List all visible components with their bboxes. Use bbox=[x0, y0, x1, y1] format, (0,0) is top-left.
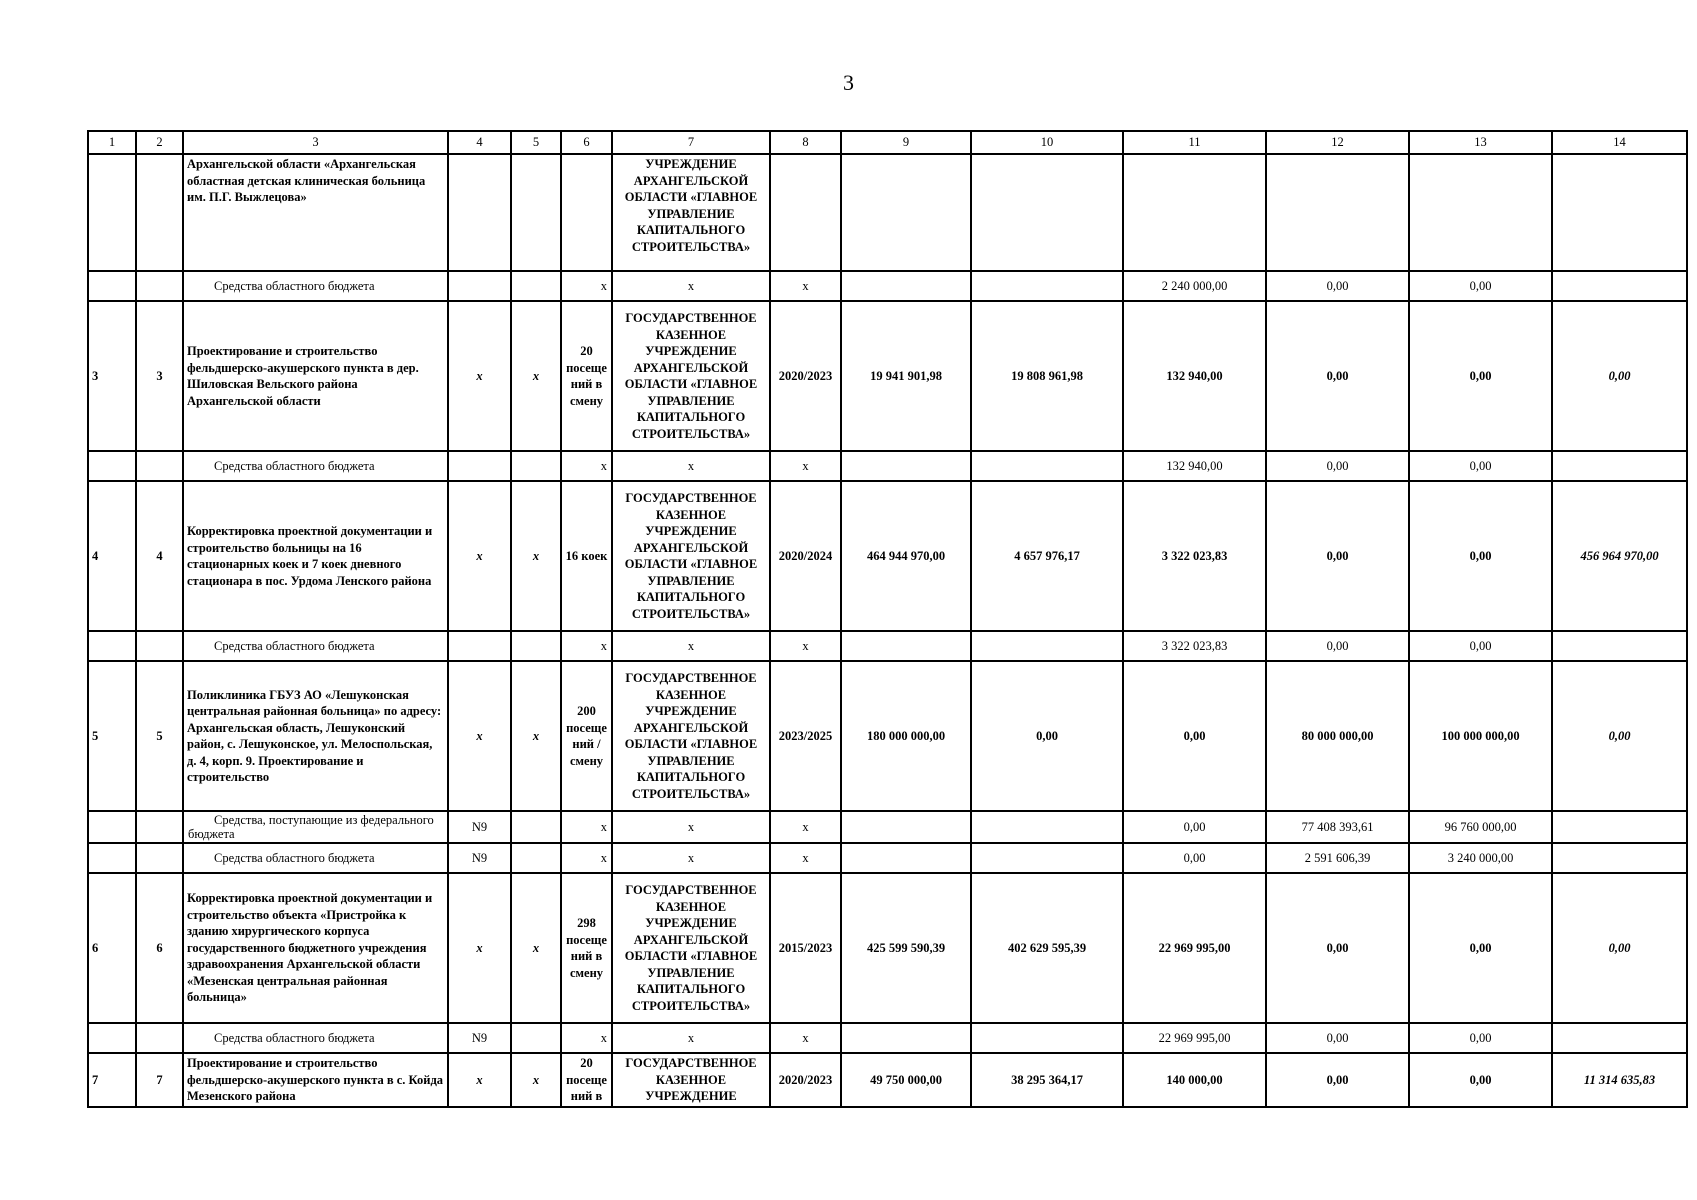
cell-col4: x bbox=[448, 873, 511, 1023]
implementation-period: 2020/2024 bbox=[770, 481, 841, 631]
col-header: 4 bbox=[448, 131, 511, 154]
amount-year-3: 0,00 bbox=[1409, 1053, 1552, 1107]
source-amount-year-1: 3 322 023,83 bbox=[1123, 631, 1266, 661]
funding-source-row: Средства областного бюджета x x x 2 240 000,00 0,00 0,00 bbox=[88, 271, 1687, 301]
source-amount-year-3: 0,00 bbox=[1409, 631, 1552, 661]
customer: ГОСУДАРСТВЕННОЕ КАЗЕННОЕ УЧРЕЖДЕНИЕ АРХАНГЕЛЬСКОЙ ОБЛАСТИ «ГЛАВНОЕ УПРАВЛЕНИЕ КАПИТАЛЬНОГО СТРОИТЕЛЬСТВА» bbox=[612, 481, 770, 631]
customer: ГОСУДАРСТВЕННОЕ КАЗЕННОЕ УЧРЕЖДЕНИЕ АРХАНГЕЛЬСКОЙ ОБЛАСТИ «ГЛАВНОЕ УПРАВЛЕНИЕ КАПИТАЛЬНОГО СТРОИТЕЛЬСТВА» bbox=[612, 301, 770, 451]
cell-col8: x bbox=[770, 811, 841, 843]
cell-col6: x bbox=[561, 1023, 612, 1053]
col-header: 12 bbox=[1266, 131, 1409, 154]
cell-col5: x bbox=[511, 661, 561, 811]
source-amount-year-1: 132 940,00 bbox=[1123, 451, 1266, 481]
object-name: Корректировка проектной документации и строительство объекта «Пристройка к зданию хирургического корпуса государственного бюджетного учреждения здравоохранения Архангельской области «Мезенская центральная районная больница» bbox=[183, 873, 448, 1023]
amount-year-3: 0,00 bbox=[1409, 301, 1552, 451]
cell-col4: x bbox=[448, 1053, 511, 1107]
col-header: 7 bbox=[612, 131, 770, 154]
cell-col8: x bbox=[770, 1023, 841, 1053]
object-row bbox=[88, 301, 1687, 451]
col-header: 13 bbox=[1409, 131, 1552, 154]
estimated-cost: 464 944 970,00 bbox=[841, 481, 971, 631]
remaining-amount: 0,00 bbox=[1552, 661, 1687, 811]
funding-source-label: Средства областного бюджета bbox=[183, 843, 448, 873]
source-amount-year-1: 0,00 bbox=[1123, 843, 1266, 873]
remaining-amount: 0,00 bbox=[1552, 873, 1687, 1023]
amount-year-1: 0,00 bbox=[1123, 661, 1266, 811]
object-sub-number: 4 bbox=[136, 481, 183, 631]
funding-source-row bbox=[88, 843, 1687, 873]
column-number-header bbox=[88, 131, 1687, 154]
col-header: 8 bbox=[770, 131, 841, 154]
source-amount-year-3: 0,00 bbox=[1409, 451, 1552, 481]
funding-source-row bbox=[88, 451, 1687, 481]
cell-col7: x bbox=[612, 811, 770, 843]
object-row bbox=[88, 873, 1687, 1023]
cell-col5: x bbox=[511, 301, 561, 451]
amount-year-2: 0,00 bbox=[1266, 873, 1409, 1023]
amount-year-2: 0,00 bbox=[1266, 301, 1409, 451]
col-header: 9 bbox=[841, 131, 971, 154]
estimated-cost: 49 750 000,00 bbox=[841, 1053, 971, 1107]
object-row bbox=[88, 1053, 1687, 1107]
cell-col5: x bbox=[511, 481, 561, 631]
object-row bbox=[88, 481, 1687, 631]
cell-col6: x bbox=[561, 843, 612, 873]
cell-col4: x bbox=[448, 481, 511, 631]
implementation-period: 2015/2023 bbox=[770, 873, 841, 1023]
col-header: 6 bbox=[561, 131, 612, 154]
capacity: 20 посещений в смену bbox=[561, 301, 612, 451]
estimated-cost: 180 000 000,00 bbox=[841, 661, 971, 811]
customer: ГОСУДАРСТВЕННОЕ КАЗЕННОЕ УЧРЕЖДЕНИЕ АРХАНГЕЛЬСКОЙ ОБЛАСТИ «ГЛАВНОЕ УПРАВЛЕНИЕ КАПИТАЛЬНОГО СТРОИТЕЛЬСТВА» bbox=[612, 873, 770, 1023]
customer: УЧРЕЖДЕНИЕ АРХАНГЕЛЬСКОЙ ОБЛАСТИ «ГЛАВНОЕ УПРАВЛЕНИЕ КАПИТАЛЬНОГО СТРОИТЕЛЬСТВА» bbox=[612, 154, 770, 271]
amount-year-2: 0,00 bbox=[1266, 1053, 1409, 1107]
estimated-cost: 425 599 590,39 bbox=[841, 873, 971, 1023]
implementation-period: 2023/2025 bbox=[770, 661, 841, 811]
col-header: 1 bbox=[88, 131, 136, 154]
estimated-cost: 19 941 901,98 bbox=[841, 301, 971, 451]
funding-code: N9 bbox=[448, 811, 511, 843]
cell-col7: x bbox=[612, 631, 770, 661]
funding-source-label: Средства областного бюджета bbox=[183, 451, 448, 481]
col-header: 5 bbox=[511, 131, 561, 154]
funding-source-row bbox=[88, 811, 1687, 843]
object-sub-number: 7 bbox=[136, 1053, 183, 1107]
amount-year-2: 0,00 bbox=[1266, 481, 1409, 631]
funding-source-label: Средства областного бюджета bbox=[183, 631, 448, 661]
object-name: Проектирование и строительство фельдшерско-акушерского пункта в дер. Шиловская Вельского района Архангельской области bbox=[183, 301, 448, 451]
financed-before: 0,00 bbox=[971, 661, 1123, 811]
funding-source-row bbox=[88, 631, 1687, 661]
funding-source-label: Средства областного бюджета bbox=[183, 1023, 448, 1053]
funding-code bbox=[448, 451, 511, 481]
cell-col6: x bbox=[561, 451, 612, 481]
col-header: 3 bbox=[183, 131, 448, 154]
source-amount-year-2: 0,00 bbox=[1266, 631, 1409, 661]
cell-col5: x bbox=[511, 873, 561, 1023]
cell-col7: x bbox=[612, 843, 770, 873]
financed-before: 38 295 364,17 bbox=[971, 1053, 1123, 1107]
customer: ГОСУДАРСТВЕННОЕ КАЗЕННОЕ УЧРЕЖДЕНИЕ bbox=[612, 1053, 770, 1107]
capacity: 20 посещений в bbox=[561, 1053, 612, 1107]
object-number: 4 bbox=[88, 481, 136, 631]
source-amount-year-3: 0,00 bbox=[1409, 1023, 1552, 1053]
object-row bbox=[88, 661, 1687, 811]
funding-source-row bbox=[88, 1023, 1687, 1053]
cell-col7: x bbox=[612, 1023, 770, 1053]
cell-col6: x bbox=[561, 811, 612, 843]
object-name: Архангельской области «Архангельская областная детская клиническая больница им. П.Г. Выжлецова» bbox=[183, 154, 448, 271]
object-name: Поликлиника ГБУЗ АО «Лешуконская центральная районная больница» по адресу: Архангельская область, Лешуконский район, с. Лешуконское, ул. Мелоспольская, д. 4, корп. 9. Проектирование и строительство bbox=[183, 661, 448, 811]
funding-code: N9 bbox=[448, 843, 511, 873]
cell-col4: x bbox=[448, 661, 511, 811]
source-amount-year-3: 3 240 000,00 bbox=[1409, 843, 1552, 873]
page-number: 3 bbox=[843, 70, 854, 95]
customer: ГОСУДАРСТВЕННОЕ КАЗЕННОЕ УЧРЕЖДЕНИЕ АРХАНГЕЛЬСКОЙ ОБЛАСТИ «ГЛАВНОЕ УПРАВЛЕНИЕ КАПИТАЛЬНОГО СТРОИТЕЛЬСТВА» bbox=[612, 661, 770, 811]
amount-year-2: 80 000 000,00 bbox=[1266, 661, 1409, 811]
amount-year-3: 0,00 bbox=[1409, 873, 1552, 1023]
cell-col4: x bbox=[448, 301, 511, 451]
amount-year-1: 132 940,00 bbox=[1123, 301, 1266, 451]
object-sub-number: 5 bbox=[136, 661, 183, 811]
capacity: 200 посещений / смену bbox=[561, 661, 612, 811]
object-number: 5 bbox=[88, 661, 136, 811]
source-amount-year-1: 22 969 995,00 bbox=[1123, 1023, 1266, 1053]
amount-year-1: 3 322 023,83 bbox=[1123, 481, 1266, 631]
cell-col6: x bbox=[561, 631, 612, 661]
financed-before: 19 808 961,98 bbox=[971, 301, 1123, 451]
col-header: 10 bbox=[971, 131, 1123, 154]
amount-year-1: 140 000,00 bbox=[1123, 1053, 1266, 1107]
capacity: 16 коек bbox=[561, 481, 612, 631]
remaining-amount: 11 314 635,83 bbox=[1552, 1053, 1687, 1107]
object-number: 6 bbox=[88, 873, 136, 1023]
object-number: 3 bbox=[88, 301, 136, 451]
source-amount-year-2: 77 408 393,61 bbox=[1266, 811, 1409, 843]
col-header: 14 bbox=[1552, 131, 1687, 154]
col-header: 2 bbox=[136, 131, 183, 154]
cell-col8: x bbox=[770, 843, 841, 873]
cell-col8: x bbox=[770, 451, 841, 481]
object-sub-number: 6 bbox=[136, 873, 183, 1023]
source-amount-year-2: 2 591 606,39 bbox=[1266, 843, 1409, 873]
cell-col5: x bbox=[511, 1053, 561, 1107]
cell-col7: x bbox=[612, 451, 770, 481]
col-header: 11 bbox=[1123, 131, 1266, 154]
capacity: 298 посещений в смену bbox=[561, 873, 612, 1023]
amount-year-3: 100 000 000,00 bbox=[1409, 661, 1552, 811]
source-amount-year-1: 0,00 bbox=[1123, 811, 1266, 843]
funding-source-label: Средства, поступающие из федерального бюджета bbox=[183, 811, 448, 843]
source-amount-year-3: 96 760 000,00 bbox=[1409, 811, 1552, 843]
construction-objects-table bbox=[87, 130, 1688, 1108]
continuation-object-row bbox=[88, 154, 1687, 271]
funding-source-label: Средства областного бюджета bbox=[183, 271, 448, 301]
implementation-period: 2020/2023 bbox=[770, 301, 841, 451]
object-number: 7 bbox=[88, 1053, 136, 1107]
amount-year-1: 22 969 995,00 bbox=[1123, 873, 1266, 1023]
source-amount-year-2: 0,00 bbox=[1266, 1023, 1409, 1053]
funding-code: N9 bbox=[448, 1023, 511, 1053]
financed-before: 4 657 976,17 bbox=[971, 481, 1123, 631]
object-sub-number: 3 bbox=[136, 301, 183, 451]
object-name: Корректировка проектной документации и строительство больницы на 16 стационарных коек и 7 коек дневного стационара в пос. Урдома Ленского района bbox=[183, 481, 448, 631]
funding-code bbox=[448, 631, 511, 661]
amount-year-3: 0,00 bbox=[1409, 481, 1552, 631]
remaining-amount: 456 964 970,00 bbox=[1552, 481, 1687, 631]
object-name: Проектирование и строительство фельдшерско-акушерского пункта в с. Койда Мезенского района bbox=[183, 1053, 448, 1107]
source-amount-year-2: 0,00 bbox=[1266, 451, 1409, 481]
financed-before: 402 629 595,39 bbox=[971, 873, 1123, 1023]
cell-col8: x bbox=[770, 631, 841, 661]
remaining-amount: 0,00 bbox=[1552, 301, 1687, 451]
implementation-period: 2020/2023 bbox=[770, 1053, 841, 1107]
